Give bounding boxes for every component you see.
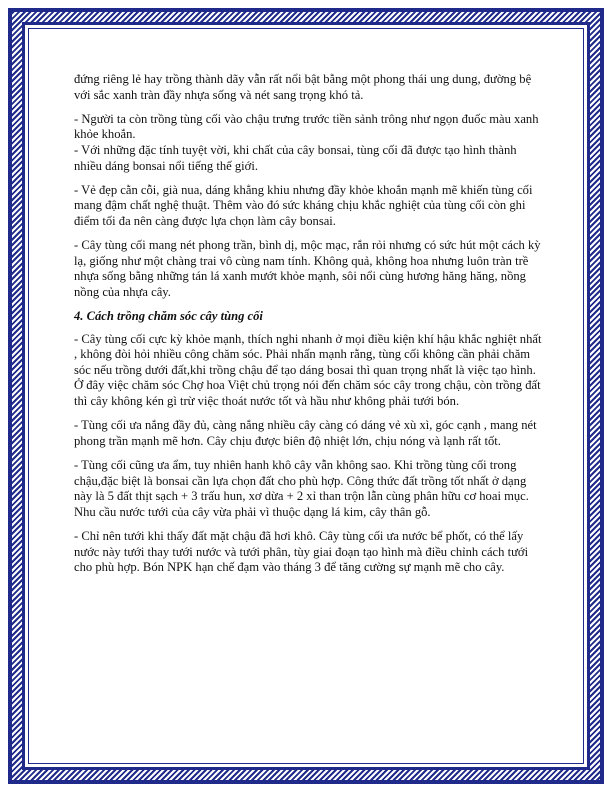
- paragraph-5: - Cây tùng cối cực kỳ khỏe mạnh, thích nghi nhanh ở mọi điều kiện khí hậu khắc nghiệt nhất , không đòi hỏi nhiều công chăm sóc. Phải nhấn mạnh rằng, tùng cối không cần phải chăm sóc nếu trồng dưới đất,khi trồng chậu để tạo dáng bosai thì quan trọng nhất là việc tạo hình. Ở đây việc chăm sóc Chợ hoa Việt chủ trọng nói đến chăm sóc cây trong chậu, còn trồng đất thì cây không kén gì trừ việc thoát nước tốt và hầu như không phải tưới bón.: [74, 331, 542, 409]
- paragraph-8: - Chỉ nên tưới khi thấy đất mặt chậu đã hơi khô. Cây tùng cối ưa nước bể phốt, có thể lấy nước này tưới thay tưới nước và tưới phân, tùy giai đoạn tạo hình mà điều chỉnh cách tưới cho phù hợp. Bón NPK hạn chế đạm vào tháng 3 để tăng cường sự mạnh mẽ cho cây.: [74, 529, 529, 575]
- paragraph-4: - Cây tùng cối mang nét phong trần, bình dị, mộc mạc, rắn rỏi nhưng có sức hút một cách kỳ lạ, giống như một chàng trai vô cùng nam tính. Không quả, không hoa nhưng luôn tràn trề nhựa sống bằng những tán lá xanh mướt khỏe mạnh, sôi nổi cùng hương hăng hăng, nồng nồng của nhựa cây.: [74, 238, 541, 299]
- paragraph-6: - Tùng cối ưa nắng đầy đủ, càng nắng nhiều cây càng có dáng vẻ xù xì, góc cạnh , mang nét phong trần mạnh mẽ hơn. Cây chịu được biên độ nhiệt lớn, chịu nóng và lạnh rất tốt.: [74, 418, 537, 448]
- paragraph-3: - Vẻ đẹp cằn cỗi, già nua, dáng khẳng khiu nhưng đầy khỏe khoắn mạnh mẽ khiến tùng cối mang đậm chất nghệ thuật. Thêm vào đó sức kháng chịu khắc nghiệt của tùng cối còn ghi điểm tối đa nên càng được lựa chọn làm cây bonsai.: [74, 182, 533, 228]
- paragraph-1: đứng riêng lẻ hay trồng thành dãy vẫn rất nổi bật bằng một phong thái ung dung, đường bệ với sắc xanh tràn đầy nhựa sống và nét sang trọng khó tả.: [74, 72, 532, 102]
- paragraph-7: - Tùng cối cũng ưa ẩm, tuy nhiên hanh khô cây vẫn không sao. Khi trồng tùng cối trong chậu,đặc biệt là bonsai cần lựa chọn đất cho phù hợp. Công thức đất trồng tốt nhất ở dạng này là 5 đất thịt sạch + 3 trấu hun, xơ dừa + 2 xỉ than trộn lẫn cùng phân hữu cơ hoai mục. Nhu cầu nước tưới của cây vừa phải vì thuộc dạng lá kim, cây thân gỗ.: [74, 458, 529, 519]
- document-body: [74, 72, 544, 584]
- section-heading: 4. Cách trồng chăm sóc cây tùng cối: [74, 309, 263, 324]
- paragraph-2: - Người ta còn trồng tùng cối vào chậu trưng trước tiền sảnh trông như ngọn đuốc màu xanh khỏe khoắn. - Với những đặc tính tuyệt vời, khi chất của cây bonsai, tùng cối đã được tạo hình thành nhiều dáng bonsai nổi tiếng thế giới.: [74, 111, 539, 173]
